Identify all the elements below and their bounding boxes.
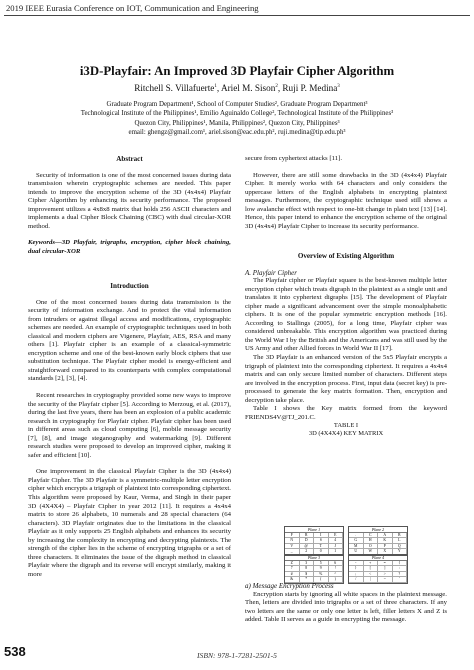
key-matrix-table (284, 526, 408, 581)
matrix-cell: 6 (329, 561, 344, 566)
matrix-cell: 9 (314, 566, 329, 571)
paper-title: i3D-Playfair: An Improved 3D Playfair Cipher Algorithm (79, 64, 395, 78)
matrix-cell: 3 (300, 561, 315, 566)
encryption-paragraph: Encryption starts by ignoring all white spaces in the plaintext message. Then, letters are divided into trigraphs or a set of three characters. If any two letters are the same or only one letter is left, filler letters X and Z is added. Table II serves as a guide in encrypting the message. (245, 590, 447, 624)
matrix-cell: @ (300, 544, 315, 549)
affiliations (20, 100, 454, 137)
matrix-plane-4: Plane 4 - + = { } [ ] : ; < > ? / | ~ ' (348, 554, 408, 584)
matrix-cell: ] (378, 566, 393, 571)
matrix-cell: P (378, 544, 393, 549)
matrix-cell: / (349, 577, 364, 582)
matrix-cell: I (314, 533, 329, 538)
introduction-section (28, 282, 231, 580)
matrix-cell: Q (393, 544, 408, 549)
matrix-cell: 7 (285, 566, 300, 571)
author-line: Ritchell S. Villafuerte$^1$, Ariel M. Sison$^2$, Ruji P. Medina$^3$ (134, 83, 340, 93)
matrix-cell: D (300, 538, 315, 543)
matrix-cell: % (314, 572, 329, 577)
subsection-encryption-heading: a) Message Encryption Process (245, 582, 334, 590)
matrix-cell: & (285, 577, 300, 582)
affiliation-cities: Quezon City, Philippines¹, Manila, Philippines², Quezon City, Philippines³ (134, 119, 340, 127)
matrix-cell: 8 (300, 566, 315, 571)
matrix-cell: ( (314, 577, 329, 582)
matrix-cell: J (329, 544, 344, 549)
playfair-paragraph-2: The 3D Playfair is an enhanced version of the 5x5 Playfair encrypts a trigraph of plaintext into the corresponding ciphertext. It requires a 4x4x4 matrix and can only secure limited number of characters. Different steps are involved in the encryption process. First, input data (secret key) is pre-processed to generate the key matrix formation. Then, encryption and decryption take place. (245, 354, 447, 404)
playfair-paragraph-3: Table I shows the Key matrix formed from the keyword FRIENDS4V@TJ_201.C. (245, 405, 447, 421)
matrix-cell: $ (300, 572, 315, 577)
matrix-cell: C (364, 533, 379, 538)
table-caption: 3D (4X4X4) KEY MATRIX (308, 430, 384, 438)
matrix-cell: ^ (329, 572, 344, 577)
matrix-cell: O (364, 544, 379, 549)
keywords-label: Keywords (28, 239, 55, 247)
abstract-text: Security of information is one of the most concerned issues during data transmission wherein cryptographic schemes are needed. This paper intends to improve the encryption scheme of the 3D (4x4x4) Playfair Cipher Algorithm by enhancing its security performance. The proposed improvement utilizes a 4x8x8 matrix that holds 256 ASCII characters and implements a dual Cipher Block Chaining (CBC) with dual circular-XOR method. (28, 171, 231, 230)
intro-paragraph-3: One improvement in the classical Playfair Cipher is the 3D (4x4x4) Playfair Cipher. The 3D Playfair is a symmetric-multiple letter encryption cipher which encrypts a trigraph of plaintext into corresponding ciphertext. This algorithm were proposed by Kaur, Verma, and Singh in their paper 3D (4X4X4) – Playfair Cipher in year 2012 [11]. It requires a 4x4x4 matrix to store 26 alphabets, 10 numerals and 28 special characters (64 characters). 3D Playfair originates due to the limitations in the classical Playfair as it only supports 25 English alphabets and enhances its security by increasing the complexity in encrypting and decrypting plaintexts. The strength of the cipher lies in the scheme of encrypting trigraphs or a set of three characters. It eliminates the issue of the digraph method in classical Playfair where the digraph and its reverse will encrypt similarly, making it more (28, 468, 231, 578)
matrix-cell: G (349, 538, 364, 543)
matrix-cell: E (329, 533, 344, 538)
matrix-cell: S (314, 538, 329, 543)
matrix-cell: * (300, 577, 315, 582)
matrix-cell: 5 (314, 561, 329, 566)
matrix-cell: ! (329, 566, 344, 571)
matrix-plane-3: Plane 3 Z 3 5 6 7 8 9 ! # $ % ^ & * ( ) (284, 554, 344, 584)
author-2: Ariel M. Sison (220, 83, 276, 93)
playfair-paragraph-1: The Playfair cipher or Playfair square is the best-known multiple letter encryption cipher which treats digraph in the plaintext as a single unit and translates it into cyphertext digraphs [15]. The development of Playfair cipher made a significant advancement over the simple monoalphabetic ciphers. It is one of the popular symmetric encryption methods [16]. According to Stallings (2005), for a long time, Playfair cipher was considered unbreakable. This encryption algorithm was practiced during the World War I by the British and the Americans and was still used by the US Army and other Allied forces in World War II [17]. (245, 277, 447, 353)
matrix-cell: : (393, 566, 408, 571)
matrix-cell: . (349, 533, 364, 538)
matrix-cell: ; (349, 572, 364, 577)
matrix-cell: H (364, 538, 379, 543)
matrix-cell: F (285, 533, 300, 538)
author-1: Ritchell S. Villafuerte (134, 83, 215, 93)
matrix-cell: 0 (314, 549, 329, 554)
matrix-cell: ~ (378, 577, 393, 582)
header-rule (4, 15, 470, 16)
isbn-footer: ISBN: 978-1-7281-2501-5 (197, 651, 277, 660)
author-3: Ruji P. Medina (282, 83, 338, 93)
left-column (28, 155, 231, 256)
intro-paragraph-1: One of the most concerned issues during data transmission is the security of information exchange. And to protect the vital information from intruders or against illegal access and modifications, cryptographic schemes are needed. An example of cryptographic techniques used in both classical and modern ciphers are Vigenere, Playfair, AES, RSA and many others [1]. Playfair cipher is an example of a classical-symmetric encryption scheme and one of the best-known early block ciphers that use substitution technique. The Playfair cipher model is energy-efficient and straightforward compared to its counterparts with complex computational standards [2], [3], [4]. (28, 298, 231, 383)
matrix-cell: R (300, 533, 315, 538)
matrix-cell: ' (393, 577, 408, 582)
matrix-cell: < (364, 572, 379, 577)
matrix-plane-2: Plane 2 . C A B G H K L M O P Q U W X Y (348, 526, 408, 556)
matrix-cell: 4 (329, 538, 344, 543)
affiliation-departments: Graduate Program Department¹, School of Computer Studies², Graduate Program Department³ (106, 101, 368, 108)
matrix-cell: Z (285, 561, 300, 566)
matrix-cell: M (349, 544, 364, 549)
matrix-grid (285, 533, 343, 555)
matrix-cell: | (364, 577, 379, 582)
matrix-cell: W (364, 549, 379, 554)
matrix-cell: 2 (300, 549, 315, 554)
conference-header: 2019 IEEE Eurasia Conference on IOT, Communication and Engineering (6, 3, 259, 13)
overview-heading: Overview of Existing Algorithm (297, 252, 395, 260)
matrix-cell: V (285, 544, 300, 549)
introduction-heading: Introduction (110, 282, 149, 290)
affiliation-institutions: Technological Institute of the Philippines¹, Emilio Aguinaldo College², Technological Institute of the Philippines³ (80, 110, 394, 118)
matrix-grid (349, 561, 407, 583)
subsection-playfair-heading: A. Playfair Cipher (245, 268, 297, 277)
matrix-cell: } (349, 566, 364, 571)
matrix-cell: _ (285, 549, 300, 554)
keywords: Keywords—3D Playfair, trigraphs, encryption, cipher block chaining, dual circular-XOR (28, 239, 231, 255)
matrix-grid (285, 561, 343, 583)
table-label: TABLE I (333, 422, 359, 430)
matrix-cell: L (393, 538, 408, 543)
right-column-top (245, 155, 447, 231)
matrix-cell: ? (393, 572, 408, 577)
matrix-cell: B (393, 533, 408, 538)
intro-paragraph-2: Recent researches in cryptography provided some new ways to improve the security of the Playfair cipher [5]. According to Merzoug, et al. (2017), during the last five years, there has been an explosion of a public academic research in cryptography for Playfair cipher. Playfair cipher has been used in different areas such as cloud computing [6], mobile message security [7], [8], and image steganography and watermarking [9]. Different research studies were proposed to develop an improved cipher, making it safer and efficient [10]. (28, 392, 231, 459)
right-paragraph-continued: secure from cyphertext attacks [11]. (245, 155, 343, 162)
matrix-cell: N (285, 538, 300, 543)
matrix-cell: # (285, 572, 300, 577)
matrix-cell: Y (393, 549, 408, 554)
matrix-cell: A (378, 533, 393, 538)
abstract-heading: Abstract (116, 155, 143, 163)
matrix-cell: [ (364, 566, 379, 571)
matrix-cell: = (378, 561, 393, 566)
matrix-plane-1: Plane 1 F R I E N D S 4 V @ T J _ 2 0 1 (284, 526, 344, 556)
matrix-cell: 1 (329, 549, 344, 554)
affiliation-emails: email: ghengz@gmail.com¹, ariel.sison@eac.edu.ph², ruji.medina@tip.edu.ph³ (128, 128, 346, 136)
matrix-cell: T (314, 544, 329, 549)
page-number: 538 (4, 644, 26, 659)
matrix-cell: - (349, 561, 364, 566)
right-paragraph-drawbacks: However, there are still some drawbacks in the 3D (4x4x4) Playfair Cipher. It merely works with 64 characters and only considers the uppercase letters of the English alphabets in encrypting plaintext messages. Furthermore, the cryptographic technique used still shows a low avalanche effect with respect to one-bit change in plain text [13] [14]. Hence, this paper intend to enhance the encryption scheme of the original 3D (4x4x4) Playfair Cipher to increase its security performance. (245, 171, 447, 230)
matrix-grid (349, 533, 407, 555)
matrix-cell: X (378, 549, 393, 554)
matrix-cell: + (364, 561, 379, 566)
matrix-cell: { (393, 561, 408, 566)
matrix-cell: > (378, 572, 393, 577)
matrix-cell: U (349, 549, 364, 554)
encryption-section (245, 582, 447, 625)
matrix-cell: ) (329, 577, 344, 582)
overview-section (245, 252, 447, 438)
matrix-cell: K (378, 538, 393, 543)
